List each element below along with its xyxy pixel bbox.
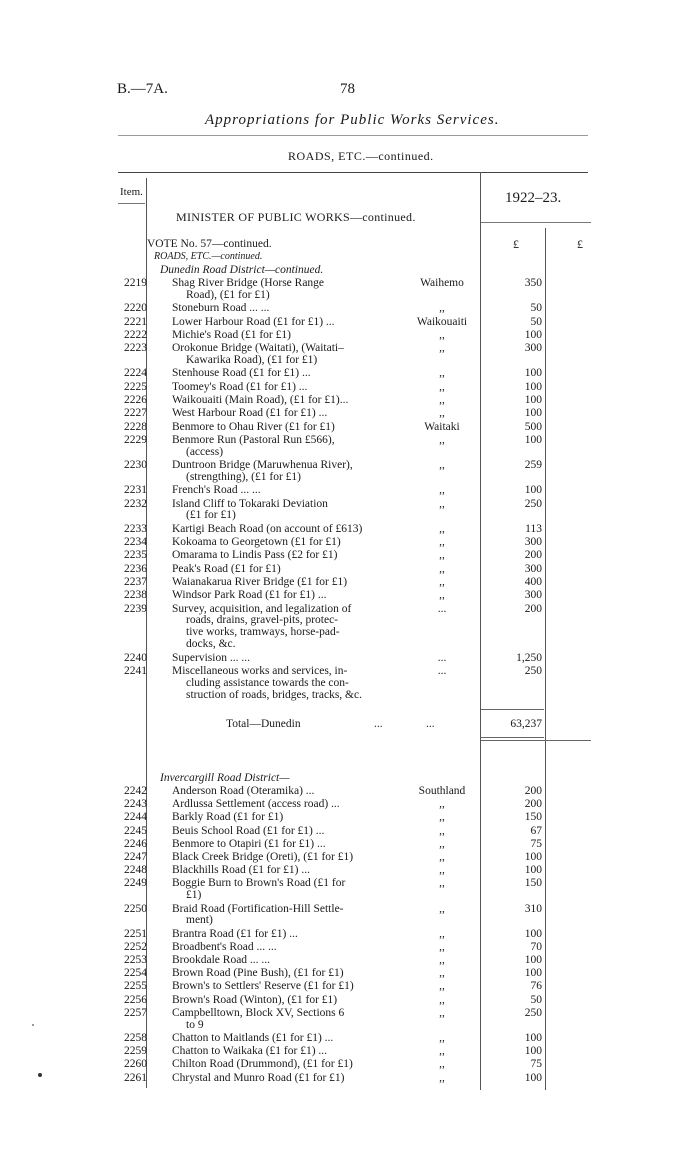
table-row xyxy=(0,329,700,342)
county-name: ,, xyxy=(439,536,445,548)
item-description: docks, &c. xyxy=(186,638,236,651)
item-number: 2246 xyxy=(124,837,147,850)
item-number: 2245 xyxy=(124,824,147,837)
item-description: struction of roads, bridges, tracks, &c. xyxy=(186,688,362,701)
item-description: Windsor Park Road (£1 for £1) ... xyxy=(172,589,327,602)
total-top-rule xyxy=(481,709,544,710)
table-row xyxy=(0,394,700,407)
scan-speck xyxy=(38,1073,42,1077)
amount-value: 300 xyxy=(524,536,542,548)
item-number: 2239 xyxy=(124,602,147,615)
table-row xyxy=(0,381,700,394)
county-name: ,, xyxy=(439,980,445,993)
county-name: ,, xyxy=(439,328,445,341)
amount-value: 75 xyxy=(530,1058,542,1071)
item-number: 2234 xyxy=(124,536,147,548)
county-name: ,, xyxy=(439,1045,445,1058)
table-row xyxy=(0,563,700,576)
county-name: ,, xyxy=(439,940,445,953)
item-number: 2237 xyxy=(124,575,147,588)
item-description: Benmore Run (Pastoral Run £566), xyxy=(172,433,335,446)
county-name: ,, xyxy=(439,877,445,890)
item-number: 2240 xyxy=(124,651,147,664)
amount-value: 200 xyxy=(524,785,542,797)
item-number: 2232 xyxy=(124,497,147,510)
amount-value: 50 xyxy=(530,302,542,315)
county-name: ,, xyxy=(439,1031,445,1044)
table-row xyxy=(0,1058,700,1071)
item-number: 2225 xyxy=(124,380,147,393)
amount-value: 76 xyxy=(530,980,542,993)
item-description: Kawarika Road), (£1 for £1) xyxy=(186,354,318,366)
item-description: ment) xyxy=(186,914,213,927)
county-name: ,, xyxy=(439,798,445,811)
county-name: ,, xyxy=(439,1058,445,1071)
item-description: Island Cliff to Tokaraki Deviation xyxy=(172,497,328,510)
table-row xyxy=(0,994,700,1007)
table-row-continuation xyxy=(0,289,700,302)
item-number: 2221 xyxy=(124,315,147,328)
item-description: Broadbent's Road ... ... xyxy=(172,940,277,953)
amount-value: 100 xyxy=(524,1071,542,1084)
item-description: Miscellaneous works and services, in- xyxy=(172,664,348,677)
item-description: Blackhills Road (£1 for £1) ... xyxy=(172,864,310,877)
item-number: 2261 xyxy=(124,1071,147,1084)
table-row xyxy=(0,798,700,811)
amount-value: 100 xyxy=(524,484,542,497)
amount-value: 100 xyxy=(524,864,542,877)
amount-value: 100 xyxy=(524,1031,542,1044)
item-description: Anderson Road (Oteramika) ... xyxy=(172,785,315,797)
table-row-continuation xyxy=(0,689,700,702)
table-row xyxy=(0,407,700,420)
table-row xyxy=(0,825,700,838)
item-description: roads, drains, gravel-pits, protec- xyxy=(186,614,339,627)
item-number: 2243 xyxy=(124,798,147,811)
page-title: Appropriations for Public Works Services. xyxy=(205,112,500,128)
item-number: 2248 xyxy=(124,864,147,877)
amount-value: 75 xyxy=(530,837,542,850)
county-name: ,, xyxy=(439,367,445,380)
county-name: Waitaki xyxy=(424,420,460,433)
county-name: ,, xyxy=(439,562,445,575)
item-number: 2233 xyxy=(124,522,147,535)
item-description: Waianakarua River Bridge (£1 for £1) xyxy=(172,575,348,588)
item-number: 2229 xyxy=(124,433,147,446)
item-number: 2222 xyxy=(124,328,147,341)
item-description: £1) xyxy=(186,889,202,902)
table-row xyxy=(0,1045,700,1058)
table-row xyxy=(0,864,700,877)
item-number: 2226 xyxy=(124,393,147,406)
item-description: Boggie Burn to Brown's Road (£1 for xyxy=(172,877,346,890)
item-description: Stoneburn Road ... ... xyxy=(172,302,270,315)
county-name: ,, xyxy=(439,954,445,966)
page-number: 78 xyxy=(340,81,355,97)
amount-value: 100 xyxy=(524,393,542,406)
item-description: Brantra Road (£1 for £1) ... xyxy=(172,927,298,940)
table-row xyxy=(0,484,700,497)
item-description: Road), (£1 for £1) xyxy=(186,288,270,301)
item-number: 2235 xyxy=(124,549,147,562)
amount-value: 300 xyxy=(524,342,542,355)
district-heading-dunedin: Dunedin Road District—continued. xyxy=(160,264,324,276)
county-name: ,, xyxy=(439,1006,445,1019)
item-description: Lower Harbour Road (£1 for £1) ... xyxy=(172,315,335,328)
item-number: 2219 xyxy=(124,277,147,289)
county-name: ,, xyxy=(439,459,445,471)
county-name: Waikouaiti xyxy=(416,315,468,328)
item-description: Benmore to Ohau River (£1 for £1) xyxy=(172,420,335,433)
county-name: ,, xyxy=(439,549,445,562)
item-description: Barkly Road (£1 for £1) xyxy=(172,811,284,824)
table-row xyxy=(0,1032,700,1045)
total-dots: ... xyxy=(374,718,383,730)
item-description: (access) xyxy=(186,445,224,458)
amount-value: 100 xyxy=(524,367,542,380)
county-name: ,, xyxy=(439,433,445,446)
pound-sign-column-2: £ xyxy=(577,237,583,251)
amount-value: 100 xyxy=(524,407,542,420)
county-name: ,, xyxy=(439,864,445,877)
item-number: 2224 xyxy=(124,367,147,380)
county-name: ,, xyxy=(439,824,445,837)
item-number: 2236 xyxy=(124,562,147,575)
table-row xyxy=(0,1072,700,1085)
document-reference: B.—7A. xyxy=(117,81,168,97)
table-row xyxy=(0,851,700,864)
table-row xyxy=(0,302,700,315)
amount-value: 67 xyxy=(530,824,542,837)
table-row-continuation xyxy=(0,914,700,927)
amount-value: 150 xyxy=(524,811,542,824)
year-column-header: 1922–23. xyxy=(505,190,562,206)
item-number: 2255 xyxy=(124,980,147,993)
item-header-rule xyxy=(118,203,145,204)
amount-value: 100 xyxy=(524,380,542,393)
item-description: Waikouaiti (Main Road), (£1 for £1)... xyxy=(172,393,349,406)
amount-value: 200 xyxy=(524,549,542,562)
item-description: Survey, acquisition, and legalization of xyxy=(172,602,352,615)
amount-value: 100 xyxy=(524,1045,542,1058)
table-row-continuation xyxy=(0,889,700,902)
table-row xyxy=(0,549,700,562)
item-description: Kokoama to Georgetown (£1 for £1) xyxy=(172,536,341,548)
amount-value: 200 xyxy=(524,602,542,615)
amount-value: 100 xyxy=(524,328,542,341)
ministry-heading: MINISTER OF PUBLIC WORKS—continued. xyxy=(176,210,416,224)
county-name: ,, xyxy=(439,497,445,510)
item-description: Peak's Road (£1 for £1) xyxy=(172,562,281,575)
table-row-continuation xyxy=(0,509,700,522)
item-number: 2228 xyxy=(124,420,147,433)
item-number: 2254 xyxy=(124,967,147,980)
county-name: ,, xyxy=(439,393,445,406)
item-number: 2260 xyxy=(124,1058,147,1071)
year-header-rule xyxy=(481,222,591,223)
county-name: ,, xyxy=(439,342,445,355)
item-description: Brown's Road (Winton), (£1 for £1) xyxy=(172,993,338,1006)
amount-value: 100 xyxy=(524,433,542,446)
table-row xyxy=(0,316,700,329)
item-description: Chatton to Waikaka (£1 for £1) ... xyxy=(172,1045,328,1058)
item-description: Kartigi Beach Road (on account of £613) xyxy=(172,522,363,535)
item-description: Toomey's Road (£1 for £1) ... xyxy=(172,380,308,393)
item-description: French's Road ... ... xyxy=(172,484,261,497)
county-name: Waihemo xyxy=(420,277,464,289)
amount-value: 70 xyxy=(530,940,542,953)
item-number: 2259 xyxy=(124,1045,147,1058)
total-dots: ... xyxy=(426,718,435,730)
item-number: 2223 xyxy=(124,342,147,355)
item-description: Duntroon Bridge (Maruwhenua River), xyxy=(172,459,353,471)
item-number: 2252 xyxy=(124,940,147,953)
total-label: Total—Dunedin xyxy=(226,718,301,730)
item-number: 2231 xyxy=(124,484,147,497)
amount-value: 100 xyxy=(524,967,542,980)
item-description: Omarama to Lindis Pass (£2 for £1) xyxy=(172,549,338,562)
item-number: 2257 xyxy=(124,1006,147,1019)
county-name: ,, xyxy=(439,407,445,420)
item-description: Braid Road (Fortification-Hill Settle- xyxy=(172,902,344,915)
section-heading: ROADS, ETC.—continued. xyxy=(288,149,434,163)
item-description: Black Creek Bridge (Oreti), (£1 for £1) xyxy=(172,851,354,863)
table-row-continuation xyxy=(0,638,700,651)
district-heading-invercargill: Invercargill Road District— xyxy=(160,772,290,784)
amount-value: 1,250 xyxy=(516,651,542,664)
amount-value: 259 xyxy=(524,459,542,471)
table-row-continuation xyxy=(0,1019,700,1032)
item-number: 2230 xyxy=(124,459,147,471)
county-name: ,, xyxy=(439,1071,445,1084)
table-row xyxy=(0,576,700,589)
item-number: 2258 xyxy=(124,1031,147,1044)
item-column-header: Item. xyxy=(120,186,143,198)
item-description: Beuis School Road (£1 for £1) ... xyxy=(172,824,325,837)
item-number: 2220 xyxy=(124,302,147,315)
table-row-continuation xyxy=(0,354,700,367)
amount-value: 50 xyxy=(530,315,542,328)
amount-value: 300 xyxy=(524,562,542,575)
amount-value: 250 xyxy=(524,1006,542,1019)
table-row xyxy=(0,967,700,980)
county-name: ,, xyxy=(439,575,445,588)
amount-value: 400 xyxy=(524,575,542,588)
item-number: 2250 xyxy=(124,902,147,915)
item-description: Chilton Road (Drummond), (£1 for £1) xyxy=(172,1058,353,1071)
county-name: ,, xyxy=(439,302,445,315)
item-description: Benmore to Otapiri (£1 for £1) ... xyxy=(172,837,326,850)
pound-sign-column-1: £ xyxy=(513,237,519,251)
item-number: 2227 xyxy=(124,407,147,420)
amount-value: 200 xyxy=(524,798,542,811)
item-description: Stenhouse Road (£1 for £1) ... xyxy=(172,367,311,380)
item-description: Chatton to Maitlands (£1 for £1) ... xyxy=(172,1031,334,1044)
item-description: (strengthing), (£1 for £1) xyxy=(186,470,301,483)
county-name: Southland xyxy=(418,785,466,797)
county-name: ... xyxy=(437,664,447,677)
item-number: 2256 xyxy=(124,993,147,1006)
amount-value: 113 xyxy=(525,522,542,535)
amount-value: 150 xyxy=(524,877,542,890)
item-number: 2247 xyxy=(124,851,147,863)
item-description: Brookdale Road ... ... xyxy=(172,954,271,966)
item-number: 2251 xyxy=(124,927,147,940)
item-description: Brown's to Settlers' Reserve (£1 for £1) xyxy=(172,980,354,993)
county-name: ,, xyxy=(439,927,445,940)
vote-heading: VOTE No. 57—continued. xyxy=(147,238,272,250)
table-row-continuation xyxy=(0,471,700,484)
item-description: Chrystal and Munro Road (£1 for £1) xyxy=(172,1071,345,1084)
county-name: ,, xyxy=(439,522,445,535)
subhead-heading: ROADS, ETC.—continued. xyxy=(154,251,263,262)
table-row xyxy=(0,523,700,536)
table-top-rule xyxy=(118,172,588,173)
item-description: cluding assistance towards the con- xyxy=(186,676,349,689)
county-name: ,, xyxy=(439,902,445,915)
total-value: 63,237 xyxy=(510,718,542,730)
total-double-rule xyxy=(481,740,591,741)
table-row xyxy=(0,536,700,549)
table-row xyxy=(0,811,700,824)
county-name: ... xyxy=(437,602,447,615)
county-name: ,, xyxy=(439,811,445,824)
table-row xyxy=(0,980,700,993)
item-description: Campbelltown, Block XV, Sections 6 xyxy=(172,1006,345,1019)
table-row xyxy=(0,367,700,380)
amount-value: 300 xyxy=(524,589,542,602)
table-row xyxy=(0,589,700,602)
county-name: ... xyxy=(437,651,447,664)
county-name: ,, xyxy=(439,837,445,850)
item-description: Shag River Bridge (Horse Range xyxy=(172,277,325,289)
scan-speck xyxy=(32,1024,34,1026)
table-row-continuation xyxy=(0,446,700,459)
title-rule xyxy=(118,135,588,136)
item-number: 2242 xyxy=(124,785,147,797)
item-number: 2241 xyxy=(124,664,147,677)
table-row xyxy=(0,928,700,941)
amount-value: 310 xyxy=(524,902,542,915)
item-description: to 9 xyxy=(186,1018,204,1031)
item-number: 2249 xyxy=(124,877,147,890)
amount-value: 250 xyxy=(524,497,542,510)
item-description: Supervision ... ... xyxy=(172,651,250,664)
amount-value: 100 xyxy=(524,851,542,863)
amount-value: 500 xyxy=(524,420,542,433)
table-row xyxy=(0,838,700,851)
county-name: ,, xyxy=(439,967,445,980)
amount-value: 100 xyxy=(524,927,542,940)
county-name: ,, xyxy=(439,851,445,863)
amount-value: 50 xyxy=(530,993,542,1006)
item-description: tive works, tramways, horse-pad- xyxy=(186,626,340,639)
item-description: West Harbour Road (£1 for £1) ... xyxy=(172,407,328,420)
total-bottom-rule xyxy=(481,737,544,738)
table-row xyxy=(0,954,700,967)
county-name: ,, xyxy=(439,484,445,497)
item-description: (£1 for £1) xyxy=(186,509,236,522)
item-number: 2238 xyxy=(124,589,147,602)
item-description: Michie's Road (£1 for £1) xyxy=(172,328,291,341)
county-name: ,, xyxy=(439,589,445,602)
item-description: Brown Road (Pine Bush), (£1 for £1) xyxy=(172,967,344,980)
table-row xyxy=(0,941,700,954)
item-number: 2244 xyxy=(124,811,147,824)
county-name: ,, xyxy=(439,993,445,1006)
item-description: Orokonue Bridge (Waitati), (Waitati– xyxy=(172,342,344,355)
amount-value: 350 xyxy=(524,277,542,289)
county-name: ,, xyxy=(439,380,445,393)
amount-value: 100 xyxy=(524,954,542,966)
table-row xyxy=(0,785,700,798)
item-number: 2253 xyxy=(124,954,147,966)
item-description: Ardlussa Settlement (access road) ... xyxy=(172,798,340,811)
amount-value: 250 xyxy=(524,664,542,677)
table-row xyxy=(0,421,700,434)
table-row xyxy=(0,652,700,665)
